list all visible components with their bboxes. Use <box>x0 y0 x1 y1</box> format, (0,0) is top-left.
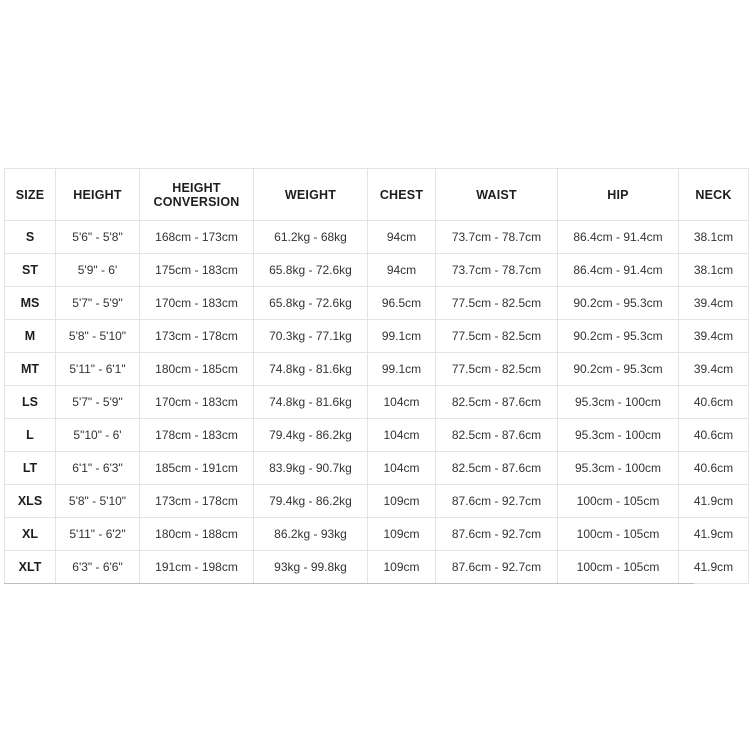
column-header-waist: WAIST <box>436 169 558 221</box>
cell-neck: 40.6cm <box>679 386 749 419</box>
cell-weight: 74.8kg - 81.6kg <box>254 386 368 419</box>
cell-height-conversion: 185cm - 191cm <box>140 452 254 485</box>
cell-hip: 100cm - 105cm <box>558 485 679 518</box>
header-row <box>5 169 749 221</box>
cell-neck: 40.6cm <box>679 452 749 485</box>
cell-height: 5"10" - 6' <box>56 419 140 452</box>
cell-height: 5'8" - 5'10" <box>56 320 140 353</box>
cell-waist: 73.7cm - 78.7cm <box>436 221 558 254</box>
cell-weight: 65.8kg - 72.6kg <box>254 287 368 320</box>
cell-hip: 100cm - 105cm <box>558 551 679 584</box>
cell-size: LT <box>5 452 56 485</box>
cell-waist: 87.6cm - 92.7cm <box>436 518 558 551</box>
cell-size: S <box>5 221 56 254</box>
cell-size: XL <box>5 518 56 551</box>
column-header-hip: HIP <box>558 169 679 221</box>
table-row <box>5 254 749 287</box>
cell-height-conversion: 180cm - 188cm <box>140 518 254 551</box>
cell-weight: 79.4kg - 86.2kg <box>254 419 368 452</box>
column-header-height: HEIGHT <box>56 169 140 221</box>
table-body <box>5 221 749 584</box>
cell-chest: 99.1cm <box>368 320 436 353</box>
size-chart-table <box>4 168 749 584</box>
cell-size: L <box>5 419 56 452</box>
cell-height-conversion: 173cm - 178cm <box>140 320 254 353</box>
cell-neck: 41.9cm <box>679 551 749 584</box>
cell-hip: 95.3cm - 100cm <box>558 452 679 485</box>
cell-waist: 82.5cm - 87.6cm <box>436 419 558 452</box>
cell-size: MS <box>5 287 56 320</box>
cell-hip: 90.2cm - 95.3cm <box>558 353 679 386</box>
cell-weight: 79.4kg - 86.2kg <box>254 485 368 518</box>
cell-weight: 86.2kg - 93kg <box>254 518 368 551</box>
cell-height-conversion: 180cm - 185cm <box>140 353 254 386</box>
size-chart-container <box>4 168 748 584</box>
cell-height-conversion: 175cm - 183cm <box>140 254 254 287</box>
cell-height-conversion: 170cm - 183cm <box>140 287 254 320</box>
table-row <box>5 353 749 386</box>
cell-neck: 38.1cm <box>679 254 749 287</box>
cell-height-conversion: 173cm - 178cm <box>140 485 254 518</box>
table-row <box>5 287 749 320</box>
cell-size: XLS <box>5 485 56 518</box>
cell-weight: 61.2kg - 68kg <box>254 221 368 254</box>
cell-size: ST <box>5 254 56 287</box>
cell-height: 5'6" - 5'8" <box>56 221 140 254</box>
table-row <box>5 485 749 518</box>
cell-waist: 87.6cm - 92.7cm <box>436 485 558 518</box>
cell-height-conversion: 191cm - 198cm <box>140 551 254 584</box>
cell-size: XLT <box>5 551 56 584</box>
cell-waist: 87.6cm - 92.7cm <box>436 551 558 584</box>
cell-height-conversion: 168cm - 173cm <box>140 221 254 254</box>
column-header-size: SIZE <box>5 169 56 221</box>
cell-height: 5'7" - 5'9" <box>56 386 140 419</box>
cell-hip: 100cm - 105cm <box>558 518 679 551</box>
cell-waist: 77.5cm - 82.5cm <box>436 320 558 353</box>
cell-weight: 83.9kg - 90.7kg <box>254 452 368 485</box>
cell-chest: 109cm <box>368 518 436 551</box>
cell-waist: 73.7cm - 78.7cm <box>436 254 558 287</box>
cell-height-conversion: 170cm - 183cm <box>140 386 254 419</box>
cell-height: 5'11" - 6'1" <box>56 353 140 386</box>
cell-height: 6'3" - 6'6" <box>56 551 140 584</box>
cell-neck: 41.9cm <box>679 485 749 518</box>
column-header-chest: CHEST <box>368 169 436 221</box>
cell-waist: 77.5cm - 82.5cm <box>436 353 558 386</box>
cell-height: 5'7" - 5'9" <box>56 287 140 320</box>
cell-chest: 99.1cm <box>368 353 436 386</box>
bottom-divider <box>4 583 694 584</box>
table-row <box>5 551 749 584</box>
cell-waist: 77.5cm - 82.5cm <box>436 287 558 320</box>
cell-hip: 86.4cm - 91.4cm <box>558 221 679 254</box>
cell-height: 5'8" - 5'10" <box>56 485 140 518</box>
cell-size: MT <box>5 353 56 386</box>
cell-waist: 82.5cm - 87.6cm <box>436 386 558 419</box>
table-row <box>5 386 749 419</box>
cell-hip: 90.2cm - 95.3cm <box>558 287 679 320</box>
cell-waist: 82.5cm - 87.6cm <box>436 452 558 485</box>
cell-chest: 109cm <box>368 551 436 584</box>
cell-neck: 39.4cm <box>679 320 749 353</box>
cell-neck: 39.4cm <box>679 353 749 386</box>
cell-hip: 90.2cm - 95.3cm <box>558 320 679 353</box>
table-row <box>5 320 749 353</box>
column-header-height-conversion: HEIGHT CONVERSION <box>140 169 254 221</box>
cell-chest: 94cm <box>368 221 436 254</box>
cell-neck: 41.9cm <box>679 518 749 551</box>
table-row <box>5 518 749 551</box>
cell-height: 5'11" - 6'2" <box>56 518 140 551</box>
cell-neck: 40.6cm <box>679 419 749 452</box>
table-row <box>5 419 749 452</box>
table-row <box>5 221 749 254</box>
cell-weight: 74.8kg - 81.6kg <box>254 353 368 386</box>
cell-height: 5'9" - 6' <box>56 254 140 287</box>
cell-chest: 94cm <box>368 254 436 287</box>
cell-chest: 104cm <box>368 452 436 485</box>
cell-chest: 104cm <box>368 386 436 419</box>
cell-neck: 39.4cm <box>679 287 749 320</box>
column-header-weight: WEIGHT <box>254 169 368 221</box>
cell-chest: 96.5cm <box>368 287 436 320</box>
column-header-neck: NECK <box>679 169 749 221</box>
cell-chest: 104cm <box>368 419 436 452</box>
cell-hip: 95.3cm - 100cm <box>558 386 679 419</box>
cell-height: 6'1" - 6'3" <box>56 452 140 485</box>
cell-size: M <box>5 320 56 353</box>
cell-weight: 93kg - 99.8kg <box>254 551 368 584</box>
cell-hip: 95.3cm - 100cm <box>558 419 679 452</box>
cell-weight: 70.3kg - 77.1kg <box>254 320 368 353</box>
cell-chest: 109cm <box>368 485 436 518</box>
cell-size: LS <box>5 386 56 419</box>
cell-hip: 86.4cm - 91.4cm <box>558 254 679 287</box>
cell-weight: 65.8kg - 72.6kg <box>254 254 368 287</box>
cell-neck: 38.1cm <box>679 221 749 254</box>
table-row <box>5 452 749 485</box>
cell-height-conversion: 178cm - 183cm <box>140 419 254 452</box>
table-header <box>5 169 749 221</box>
